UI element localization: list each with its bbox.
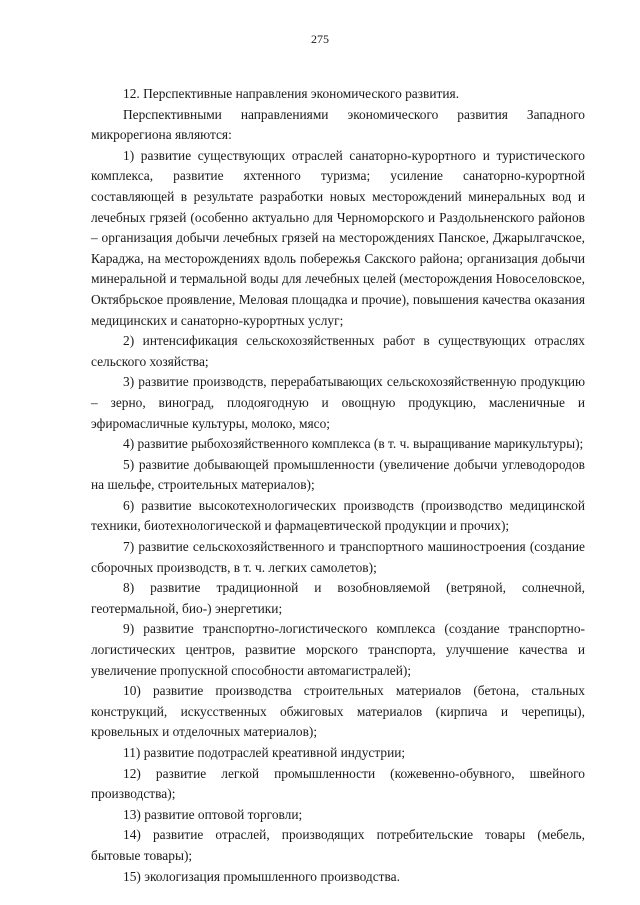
list-item: 14) развитие отраслей, производящих потребительские товары (мебель, бытовые товары); bbox=[91, 827, 585, 863]
list-item: 10) развитие производства строительных материалов (бетона, стальных конструкций, искусственных обжиговых материалов (кирпича и черепицы), кровельных и отделочных материалов); bbox=[91, 683, 585, 740]
list-item: 12) развитие легкой промышленности (кожевенно-обувного, швейного производства); bbox=[91, 765, 585, 802]
list-item: 13) развитие оптовой торговли; bbox=[123, 806, 303, 822]
section-heading: 12. Перспективные направления экономического развития. bbox=[123, 86, 460, 101]
list-item: 1) развитие существующих отраслей санаторно-курортного и туристического комплекса, развитие яхтенного туризма; усиление санаторно-курортной составляющей в результате разработки новых месторождений минеральных вод и лечебных грязей (особенно актуально для Черноморского и Раздольненского районов – организация добычи лечебных грязей на месторождениях Панское, Джарылгачское, Караджа, на месторождениях вдоль побережья Сакского района; организация добычи минеральной и термальной воды для лечебных целей (месторождения Новоселовское, Октябрьское проявление, Меловая площадка и прочие), повышения качества оказания медицинских и санаторно-курортных услуг; bbox=[91, 147, 585, 328]
list-item: 2) интенсификация сельскохозяйственных работ в существующих отраслях сельского хозяйства; bbox=[91, 333, 585, 369]
section-intro: Перспективными направлениями экономического развития Западного микрорегиона являются: bbox=[91, 106, 585, 143]
list-item: 8) развитие традиционной и возобновляемой (ветряной, солнечной, геотермальной, био-) энергетики; bbox=[91, 580, 585, 616]
page-number: 275 bbox=[311, 32, 329, 46]
list-item: 9) развитие транспортно-логистического комплекса (создание транспортно-логистических центров, развитие морского транспорта, улучшение качества и увеличение пропускной способности автомагистралей); bbox=[91, 621, 585, 678]
list-item: 7) развитие сельскохозяйственного и транспортного машиностроения (создание сборочных производств, в т. ч. легких самолетов); bbox=[91, 539, 585, 575]
list-item: 5) развитие добывающей промышленности (увеличение добычи углеводородов на шельфе, строительных материалов); bbox=[91, 456, 585, 493]
document-body bbox=[91, 84, 585, 887]
list-item: 11) развитие подотраслей креативной индустрии; bbox=[123, 745, 406, 760]
list-item: 6) развитие высокотехнологических производств (производство медицинской техники, биотехнологической и фармацевтической продукции и прочих); bbox=[91, 497, 585, 534]
list-item: 15) экологизация промышленного производства. bbox=[123, 868, 400, 884]
list-item: 4) развитие рыбохозяйственного комплекса (в т. ч. выращивание марикультуры); bbox=[123, 436, 584, 452]
list-item: 3) развитие производств, перерабатывающих сельскохозяйственную продукцию – зерно, виноград, плодоягодную и овощную продукцию, масленичные и эфиромасличные культуры, молоко, мясо; bbox=[91, 374, 585, 431]
